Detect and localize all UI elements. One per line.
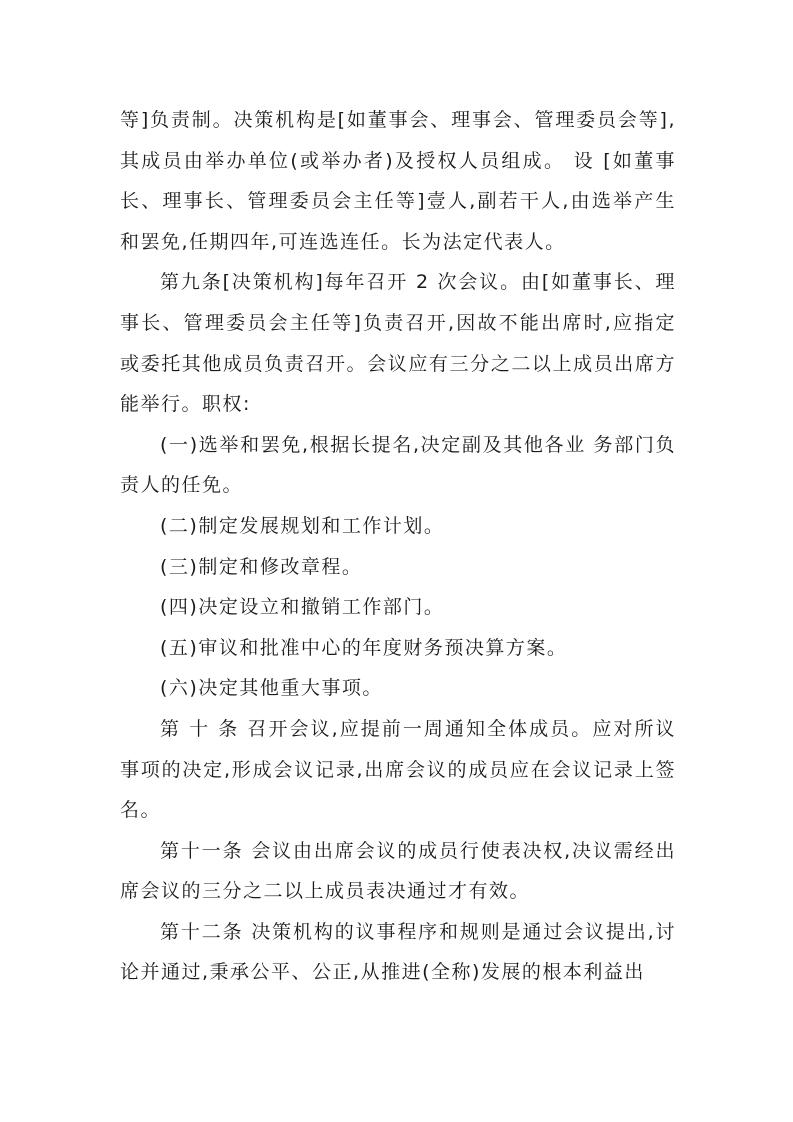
paragraph-article-12: 第十二条 决策机构的议事程序和规则是通过会议提出,讨论并通过,秉承公平、公正,从推进(全称)发展的根本利益出 — [120, 920, 676, 984]
paragraph: 等]负责制。决策机构是[如董事会、理事会、管理委员会等],其成员由举办单位(或举办者)及授权人员组成。 设 [如董事长、理事长、管理委员会主任等]壹人,副若干人,由选举产生和罢免,任期四年,可连选连任。长为法定代表人。 — [120, 109, 676, 253]
paragraph-power-1: (一)选举和罢免,根据长提名,决定副及其他各业 务部门负责人的任免。 — [120, 433, 676, 497]
paragraph-article-10: 第 十 条 召开会议,应提前一周通知全体成员。应对所议事项的决定,形成会议记录,出席会议的成员应在会议记录上签名。 — [120, 717, 676, 822]
paragraph-power-4: (四)决定设立和撤销工作部门。 — [160, 596, 445, 619]
paragraph-power-5: (五)审议和批准中心的年度财务预决算方案。 — [160, 636, 568, 659]
paragraph-article-11: 第十一条 会议由出席会议的成员行使表决权,决议需经出席会议的三分之二以上成员表决通过才有效。 — [120, 839, 676, 903]
paragraph-power-3: (三)制定和修改章程。 — [160, 555, 363, 578]
paragraph-power-6: (六)决定其他重大事项。 — [160, 677, 383, 700]
document-page — [120, 100, 676, 993]
paragraph-article-9: 第九条[决策机构]每年召开 2 次会议。由[如董事长、理事长、管理委员会主任等]负责召开,因故不能出席时,应指定或委托其他成员负责召开。会议应有三分之二以上成员出席方能举行。职权: — [120, 271, 676, 416]
paragraph-power-2: (二)制定发展规划和工作计划。 — [160, 514, 445, 537]
